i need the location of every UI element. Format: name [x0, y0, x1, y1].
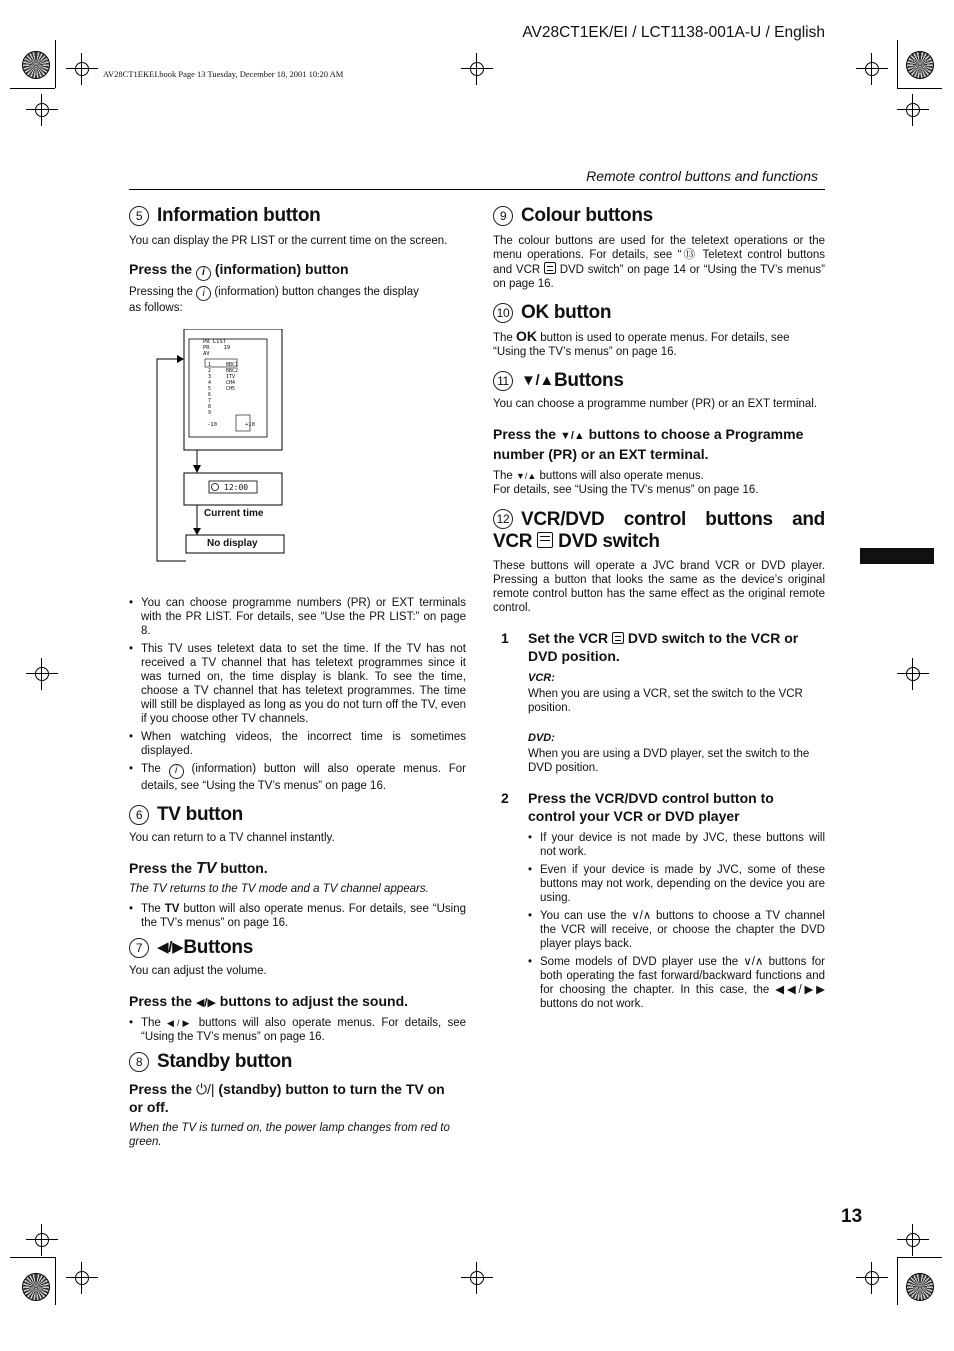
- section-text: The OK button is used to operate menus. For details, see “Using the TV’s menus” on page 16.: [493, 328, 790, 358]
- step-2: [501, 789, 825, 1015]
- crop-mark: [897, 40, 898, 88]
- list-item: • This TV uses teletext data to set the time. If the TV has not received a TV channel that has teletext programmes since it was turned on, the time display is blank. To see the time, choose a TV channel that has teletext programmes. The time will still be displayed as long as you do not turn off the TV, even if you choose other TV channels.: [141, 642, 466, 726]
- section-title: Standby button: [157, 1050, 293, 1072]
- step-heading: Press the VCR/DVD control button to control your VCR or DVD player: [528, 790, 774, 824]
- list-item: • Some models of DVD player use the ∨/∧ buttons for both operating the fast forward/backward functions and for choosing the chapter. In this case, the ◀◀/▶▶ buttons do not work.: [540, 955, 825, 1011]
- section-number: 5: [129, 206, 149, 226]
- note-list: [528, 831, 825, 1011]
- section-heading: [129, 1050, 462, 1074]
- list-item: • You can use the ∨/∧ buttons to choose a TV channel the VCR will receive, or choose the chapter the DVD player plays back.: [540, 909, 825, 951]
- section-text: For details, see “Using the TV’s menus” on page 16.: [493, 484, 759, 496]
- registration-mark-icon: [856, 53, 888, 85]
- section-title: Information button: [157, 205, 321, 226]
- section-tv-button: [129, 803, 466, 930]
- pr-number-list: 1 2 3 4 5 6 7 8 9: [208, 362, 212, 416]
- section-ok-button: [493, 301, 825, 359]
- list-item: • The ◀/▶ buttons will also operate menus. For details, see “Using the TV’s menus” on page 16.: [141, 1016, 466, 1044]
- section-title: Colour buttons: [521, 205, 653, 226]
- dvd-text: When you are using a DVD player, set the switch to the DVD position.: [528, 748, 810, 774]
- registration-mark-icon: [897, 1224, 929, 1256]
- section-standby-button: [129, 1050, 462, 1149]
- channel-name-list: BBC1 BBC2 ITV CH4 CH5: [226, 362, 239, 392]
- tv-icon: TV: [164, 902, 180, 915]
- note-list: [129, 596, 466, 793]
- document-code: AV28CT1EK/EI / LCT1138-001A-U / English: [522, 24, 825, 41]
- current-time-label: Current time: [204, 508, 264, 519]
- section-number: 11: [493, 371, 513, 391]
- result-text: The TV returns to the TV mode and a TV channel appears.: [129, 882, 429, 895]
- section-intro: You can return to a TV channel instantly.: [129, 831, 335, 844]
- display-cycle-diagram: [129, 329, 462, 574]
- section-heading: [493, 301, 825, 325]
- cycle-arrows: [129, 329, 462, 574]
- list-item: • The i (information) button will also operate menus. For details, see “Using the TV’s menus” on page 16.: [141, 762, 466, 793]
- clock-display: 12:00: [224, 483, 249, 492]
- dvd-label: DVD:: [528, 732, 555, 744]
- registration-disc-icon: [22, 1273, 50, 1301]
- registration-disc-icon: [906, 51, 934, 79]
- section-vcr-dvd-buttons: [493, 509, 825, 1015]
- minus-ten-label: -10: [207, 422, 217, 428]
- plus-ten-label: +10: [245, 422, 255, 428]
- crop-mark: [897, 1257, 898, 1305]
- registration-disc-icon: [22, 51, 50, 79]
- note-list: [129, 1016, 466, 1044]
- list-item: • If your device is not made by JVC, these buttons will not work.: [540, 831, 825, 859]
- registration-mark-icon: [461, 53, 493, 85]
- info-icon: i: [196, 266, 211, 281]
- step-number: 1: [501, 630, 509, 646]
- instruction-heading: Press the ◀/▶ buttons to adjust the sound.: [129, 992, 409, 1009]
- section-running-title: Remote control buttons and functions: [586, 168, 818, 184]
- section-intro: You can choose a programme number (PR) or an EXT terminal.: [493, 398, 818, 410]
- instruction-heading: Press the ⏻/| (standby) button to turn the TV on or off.: [129, 1080, 445, 1115]
- section-intro: You can adjust the volume.: [129, 964, 267, 977]
- up-down-arrow-icon: ▼/▲: [559, 430, 585, 442]
- registration-mark-icon: [66, 53, 98, 85]
- section-heading: [493, 204, 825, 228]
- section-text: The ▼/▲ buttons will also operate menus.: [493, 470, 704, 482]
- left-right-arrow-icon: ◀/▶: [167, 1017, 193, 1028]
- section-title: Buttons: [183, 936, 254, 958]
- section-number: 10: [493, 303, 513, 323]
- section-number: 7: [129, 938, 149, 958]
- section-heading: [129, 803, 462, 827]
- list-item: • The TV button will also operate menus. For details, see “Using the TV’s menus” on page 16.: [141, 902, 466, 930]
- step-number: 2: [501, 790, 509, 806]
- section-programme-buttons: [493, 369, 825, 497]
- registration-mark-icon: [461, 1262, 493, 1294]
- registration-mark-icon: [856, 1262, 888, 1294]
- no-display-label: No display: [207, 538, 258, 549]
- section-intro: These buttons will operate a JVC brand VCR or DVD player. Pressing a button that looks the same as the device’s original remote control button has the same effect as the original remote control.: [493, 560, 825, 614]
- section-title: VCR/DVD control buttons and VCR: [493, 509, 825, 552]
- vcr-text: When you are using a VCR, set the switch to the VCR position.: [528, 688, 803, 714]
- up-down-arrow-icon: ▼/▲: [516, 471, 537, 481]
- section-number: 6: [129, 805, 149, 825]
- crop-mark: [897, 1257, 942, 1258]
- section-heading: [129, 204, 462, 228]
- ok-icon: OK: [516, 328, 538, 344]
- left-column: [129, 204, 467, 1149]
- section-number: 9: [493, 206, 513, 226]
- left-right-arrow-icon: ◀/▶: [195, 996, 216, 1009]
- registration-mark-icon: [897, 658, 929, 690]
- power-icon: ⏻/|: [195, 1080, 215, 1097]
- pr-list-title: PR LIST: [203, 339, 227, 345]
- section-title: TV button: [157, 803, 243, 825]
- vcr-dvd-switch-icon: [544, 262, 556, 274]
- section-intro: You can display the PR LIST or the current time on the screen.: [129, 235, 448, 247]
- section-title: DVD switch: [553, 531, 660, 552]
- result-text: When the TV is turned on, the power lamp changes from red to green.: [129, 1121, 450, 1148]
- instruction-text: Pressing the i (information) button changes the display as follows:: [129, 285, 419, 314]
- section-colour-buttons: [493, 204, 825, 291]
- up-down-arrow-icon: ▼/▲: [521, 372, 554, 389]
- crop-mark: [55, 1257, 56, 1305]
- list-item: • Even if your device is made by JVC, some of these buttons may not work, depending on the device you are using.: [540, 863, 825, 905]
- reference-number: ⑬: [681, 249, 698, 261]
- section-volume-buttons: [129, 936, 467, 1044]
- vcr-dvd-switch-icon: [612, 632, 624, 644]
- book-info-line: AV28CT1EKEI.book Page 13 Tuesday, December 18, 2001 10:20 AM: [103, 69, 344, 79]
- step-1: [501, 629, 825, 775]
- crop-mark: [10, 88, 55, 89]
- registration-mark-icon: [26, 658, 58, 690]
- page-number: 13: [841, 1206, 863, 1227]
- instruction-heading: Press the TV button.: [129, 859, 268, 877]
- info-icon: i: [196, 286, 211, 301]
- header-rule: [129, 189, 825, 190]
- registration-mark-icon: [897, 94, 929, 126]
- pr-list-screen: PR LIST PR 19 AV: [203, 339, 231, 357]
- section-information-button: [129, 204, 467, 793]
- instruction-heading: Press the ▼/▲ buttons to choose a Programme number (PR) or an EXT terminal.: [493, 426, 804, 462]
- registration-mark-icon: [26, 94, 58, 126]
- vcr-label: VCR:: [528, 672, 555, 684]
- section-heading: [493, 509, 825, 553]
- right-column: [493, 204, 825, 1015]
- section-title: Buttons: [553, 370, 624, 391]
- registration-disc-icon: [906, 1273, 934, 1301]
- registration-mark-icon: [66, 1262, 98, 1294]
- section-heading: [493, 369, 825, 393]
- section-heading: [129, 936, 462, 960]
- tv-icon: TV: [195, 859, 217, 877]
- crop-mark: [10, 1257, 55, 1258]
- crop-mark: [55, 40, 56, 88]
- section-number: 8: [129, 1052, 149, 1072]
- crop-mark: [897, 88, 942, 89]
- section-title: OK button: [521, 302, 612, 323]
- thumb-tab: [860, 548, 934, 564]
- registration-mark-icon: [26, 1224, 58, 1256]
- note-list: [129, 902, 466, 930]
- list-item: • You can choose programme numbers (PR) or EXT terminals with the PR LIST. For details, see “Use the PR LIST:” on page 8.: [141, 596, 466, 638]
- instruction-heading: Press the i (information) button: [129, 260, 462, 281]
- info-icon: i: [169, 764, 184, 779]
- list-item: • When watching videos, the incorrect time is sometimes displayed.: [141, 730, 466, 758]
- vcr-dvd-switch-icon: [537, 532, 553, 548]
- left-right-arrow-icon: ◀/▶: [157, 938, 184, 956]
- section-text: The colour buttons are used for the teletext operations or the menu operations. For details, see “⑬ Teletext control buttons and VCR DVD switch” on page 14 or “Using the TV’s menus” on page 16.: [493, 235, 826, 290]
- step-heading: Set the VCR DVD switch to the VCR or DVD position.: [528, 630, 799, 664]
- section-number: 12: [493, 509, 513, 529]
